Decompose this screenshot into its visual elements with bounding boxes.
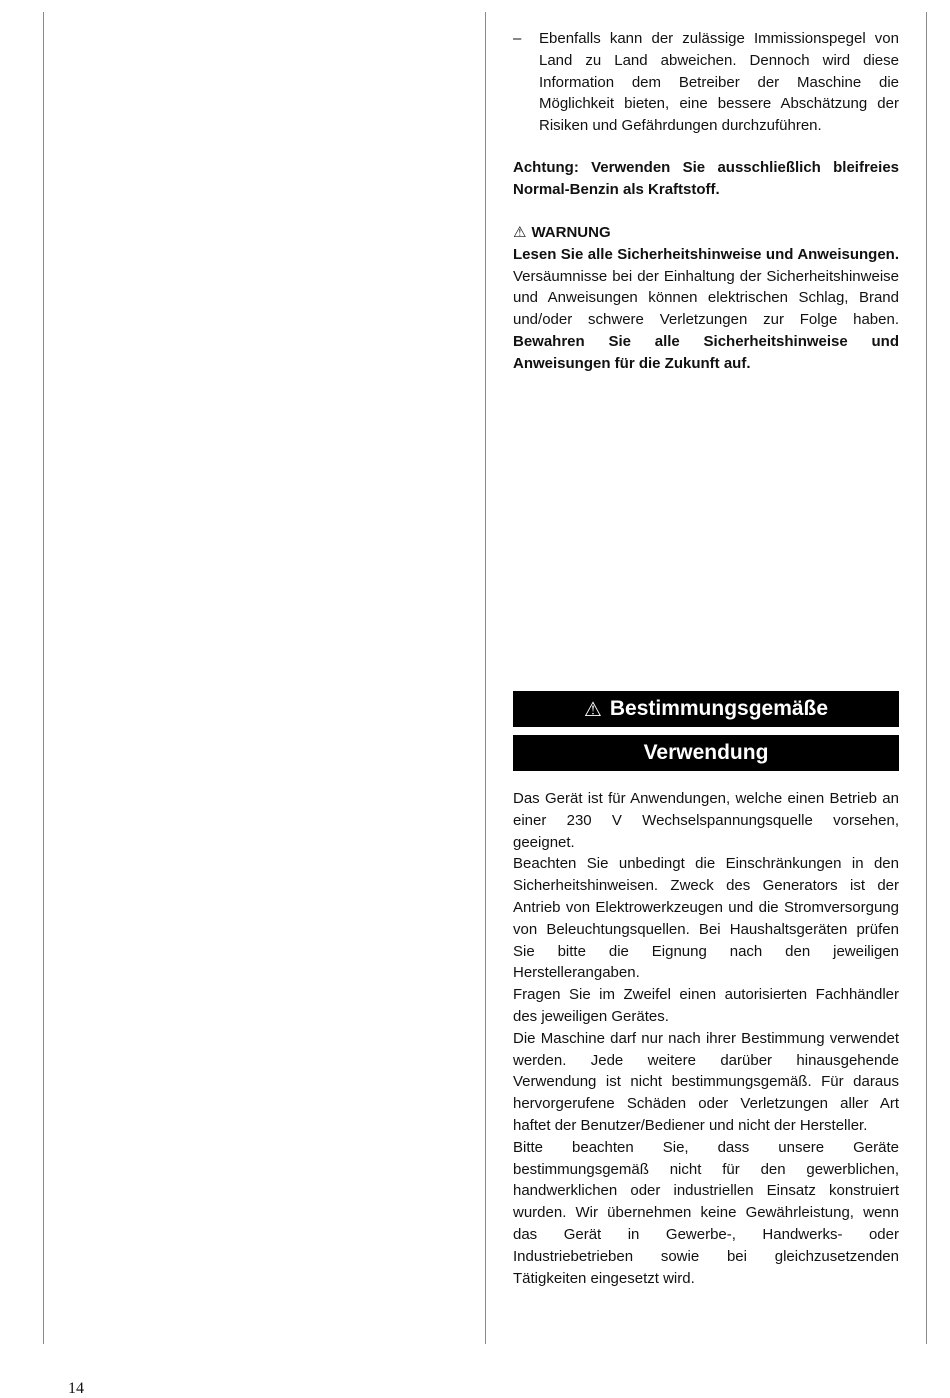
warning-text <box>513 244 899 375</box>
warning-lead: Lesen Sie alle Sicherheitshinweise und Anweisungen. <box>513 245 899 263</box>
section-title-line2: Verwendung <box>643 741 769 764</box>
warning-body: Versäumnisse bei der Einhaltung der Sicherheitshinweise und Anweisungen können elektrischen Schlag, Brand und/oder schwere Verletzungen zur Folge haben. <box>513 267 899 329</box>
left-margin-rule <box>43 12 44 1344</box>
warning-block <box>513 222 899 375</box>
paragraph: Bitte beachten Sie, dass unsere Geräte bestimmungsgemäß nicht für den gewerblichen, handwerklichen oder industriellen Einsatz konstruiert wurden. Wir übernehmen keine Gewährleistung, wenn das Gerät in Gewerbe-, Handwerks- oder Industriebetrieben sowie bei gleichzusetzenden Tätigkeiten eingesetzt wird. <box>513 1138 899 1287</box>
section-body <box>513 788 899 1289</box>
section-heading-bar-1 <box>513 691 899 727</box>
paragraph: Das Gerät ist für Anwendungen, welche einen Betrieb an einer 230 V Wechselspannungsquelle vorsehen, geeignet. <box>513 790 899 851</box>
page-number: 14 <box>68 1380 84 1397</box>
bullet-item <box>513 28 899 137</box>
section-heading-bar-2 <box>513 735 899 771</box>
warning-triangle-icon: ⚠ <box>513 224 527 241</box>
attention-note: Achtung: Verwenden Sie ausschließlich bleifreies Normal-Benzin als Kraftstoff. <box>513 159 899 198</box>
warning-tail: Bewahren Sie alle Sicherheitshinweise und Anweisungen für die Zukunft auf. <box>513 332 899 372</box>
warning-triangle-icon: ⚠ <box>583 698 602 721</box>
paragraph: Fragen Sie im Zweifel einen autorisierten Fachhändler des jeweiligen Gerätes. <box>513 986 899 1025</box>
paragraph: Die Maschine darf nur nach ihrer Bestimmung verwendet werden. Jede weitere darüber hinausgehende Verwendung ist nicht bestimmungsgemäß. Für daraus hervorgerufene Schäden oder Verletzungen aller Art haftet der Benutzer/Bediener und nicht der Hersteller. <box>513 1029 899 1134</box>
section-title-line1: Bestimmungsgemäße <box>609 697 829 720</box>
column-divider-rule <box>485 12 486 1344</box>
paragraph: Beachten Sie unbedingt die Einschränkungen in den Sicherheitshinweisen. Zweck des Generators ist der Antrieb von Elektrowerkzeugen und die Stromversorgung von Beleuchtungsquellen. Bei Haushaltsgeräten prüfen Sie bitte die Eignung nach den jeweiligen Herstellerangaben. <box>513 855 899 982</box>
right-margin-rule <box>926 12 927 1344</box>
warning-heading <box>513 222 899 244</box>
bullet-dash: – <box>513 30 522 47</box>
bullet-text: Ebenfalls kann der zulässige Immissionspegel von Land zu Land abweichen. Dennoch wird diese Information dem Betreiber der Maschine die Möglichkeit bieten, eine bessere Abschätzung der Risiken und Gefährdungen durchzuführen. <box>539 30 899 135</box>
warning-title: WARNUNG <box>531 224 611 241</box>
